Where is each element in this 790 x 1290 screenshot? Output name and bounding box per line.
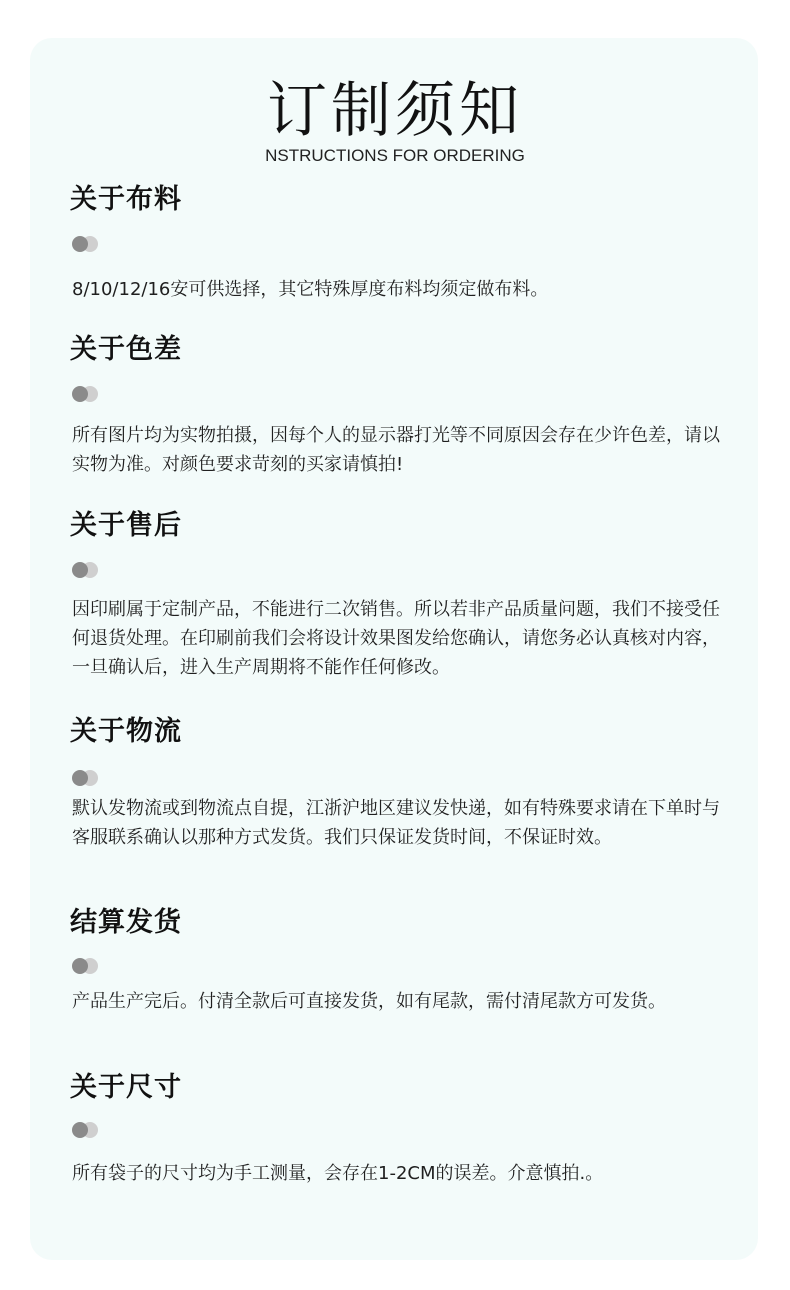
toggle-dots-icon (70, 560, 102, 578)
section-text-color-difference: 所有图片均为实物拍摄，因每个人的显示器打光等不同原因会存在少许色差，请以实物为准。对颜色要求苛刻的买家请慎拍! (72, 425, 720, 475)
toggle-dot-dark (72, 958, 88, 974)
section-heading-payment-shipping: 结算发货 (70, 907, 182, 938)
toggle-dots-icon (70, 234, 102, 252)
section-text-payment-shipping: 产品生产完后。付清全款后可直接发货，如有尾款，需付清尾款方可发货。 (72, 991, 666, 1012)
section-heading-fabric: 关于布料 (70, 184, 182, 215)
toggle-dot-dark (72, 562, 88, 578)
toggle-dots-icon (70, 384, 102, 402)
section-heading-after-sales: 关于售后 (70, 510, 182, 541)
toggle-dots-icon (70, 768, 102, 786)
section-text-after-sales: 因印刷属于定制产品，不能进行二次销售。所以若非产品质量问题，我们不接受任何退货处理。在印刷前我们会将设计效果图发给您确认，请您务必认真核对内容，一旦确认后，进入生产周期将不能作任何修改。 (72, 599, 720, 678)
toggle-dot-dark (72, 770, 88, 786)
page-subtitle: NSTRUCTIONS FOR ORDERING (265, 146, 525, 165)
section-text-logistics: 默认发物流或到物流点自提，江浙沪地区建议发快递，如有特殊要求请在下单时与客服联系确认以那种方式发货。我们只保证发货时间，不保证时效。 (72, 798, 720, 848)
section-text-fabric: 8/10/12/16安可供选择，其它特殊厚度布料均须定做布料。 (72, 279, 549, 300)
section-heading-color-difference: 关于色差 (70, 334, 182, 365)
page-title: 订制须知 (267, 76, 523, 146)
toggle-dot-dark (72, 236, 88, 252)
section-heading-logistics: 关于物流 (70, 716, 182, 747)
section-text-size: 所有袋子的尺寸均为手工测量，会存在1-2CM的误差。介意慎拍.。 (72, 1163, 604, 1184)
toggle-dot-dark (72, 386, 88, 402)
toggle-dots-icon (70, 1120, 102, 1138)
section-heading-size: 关于尺寸 (70, 1072, 182, 1103)
toggle-dots-icon (70, 956, 102, 974)
toggle-dot-dark (72, 1122, 88, 1138)
